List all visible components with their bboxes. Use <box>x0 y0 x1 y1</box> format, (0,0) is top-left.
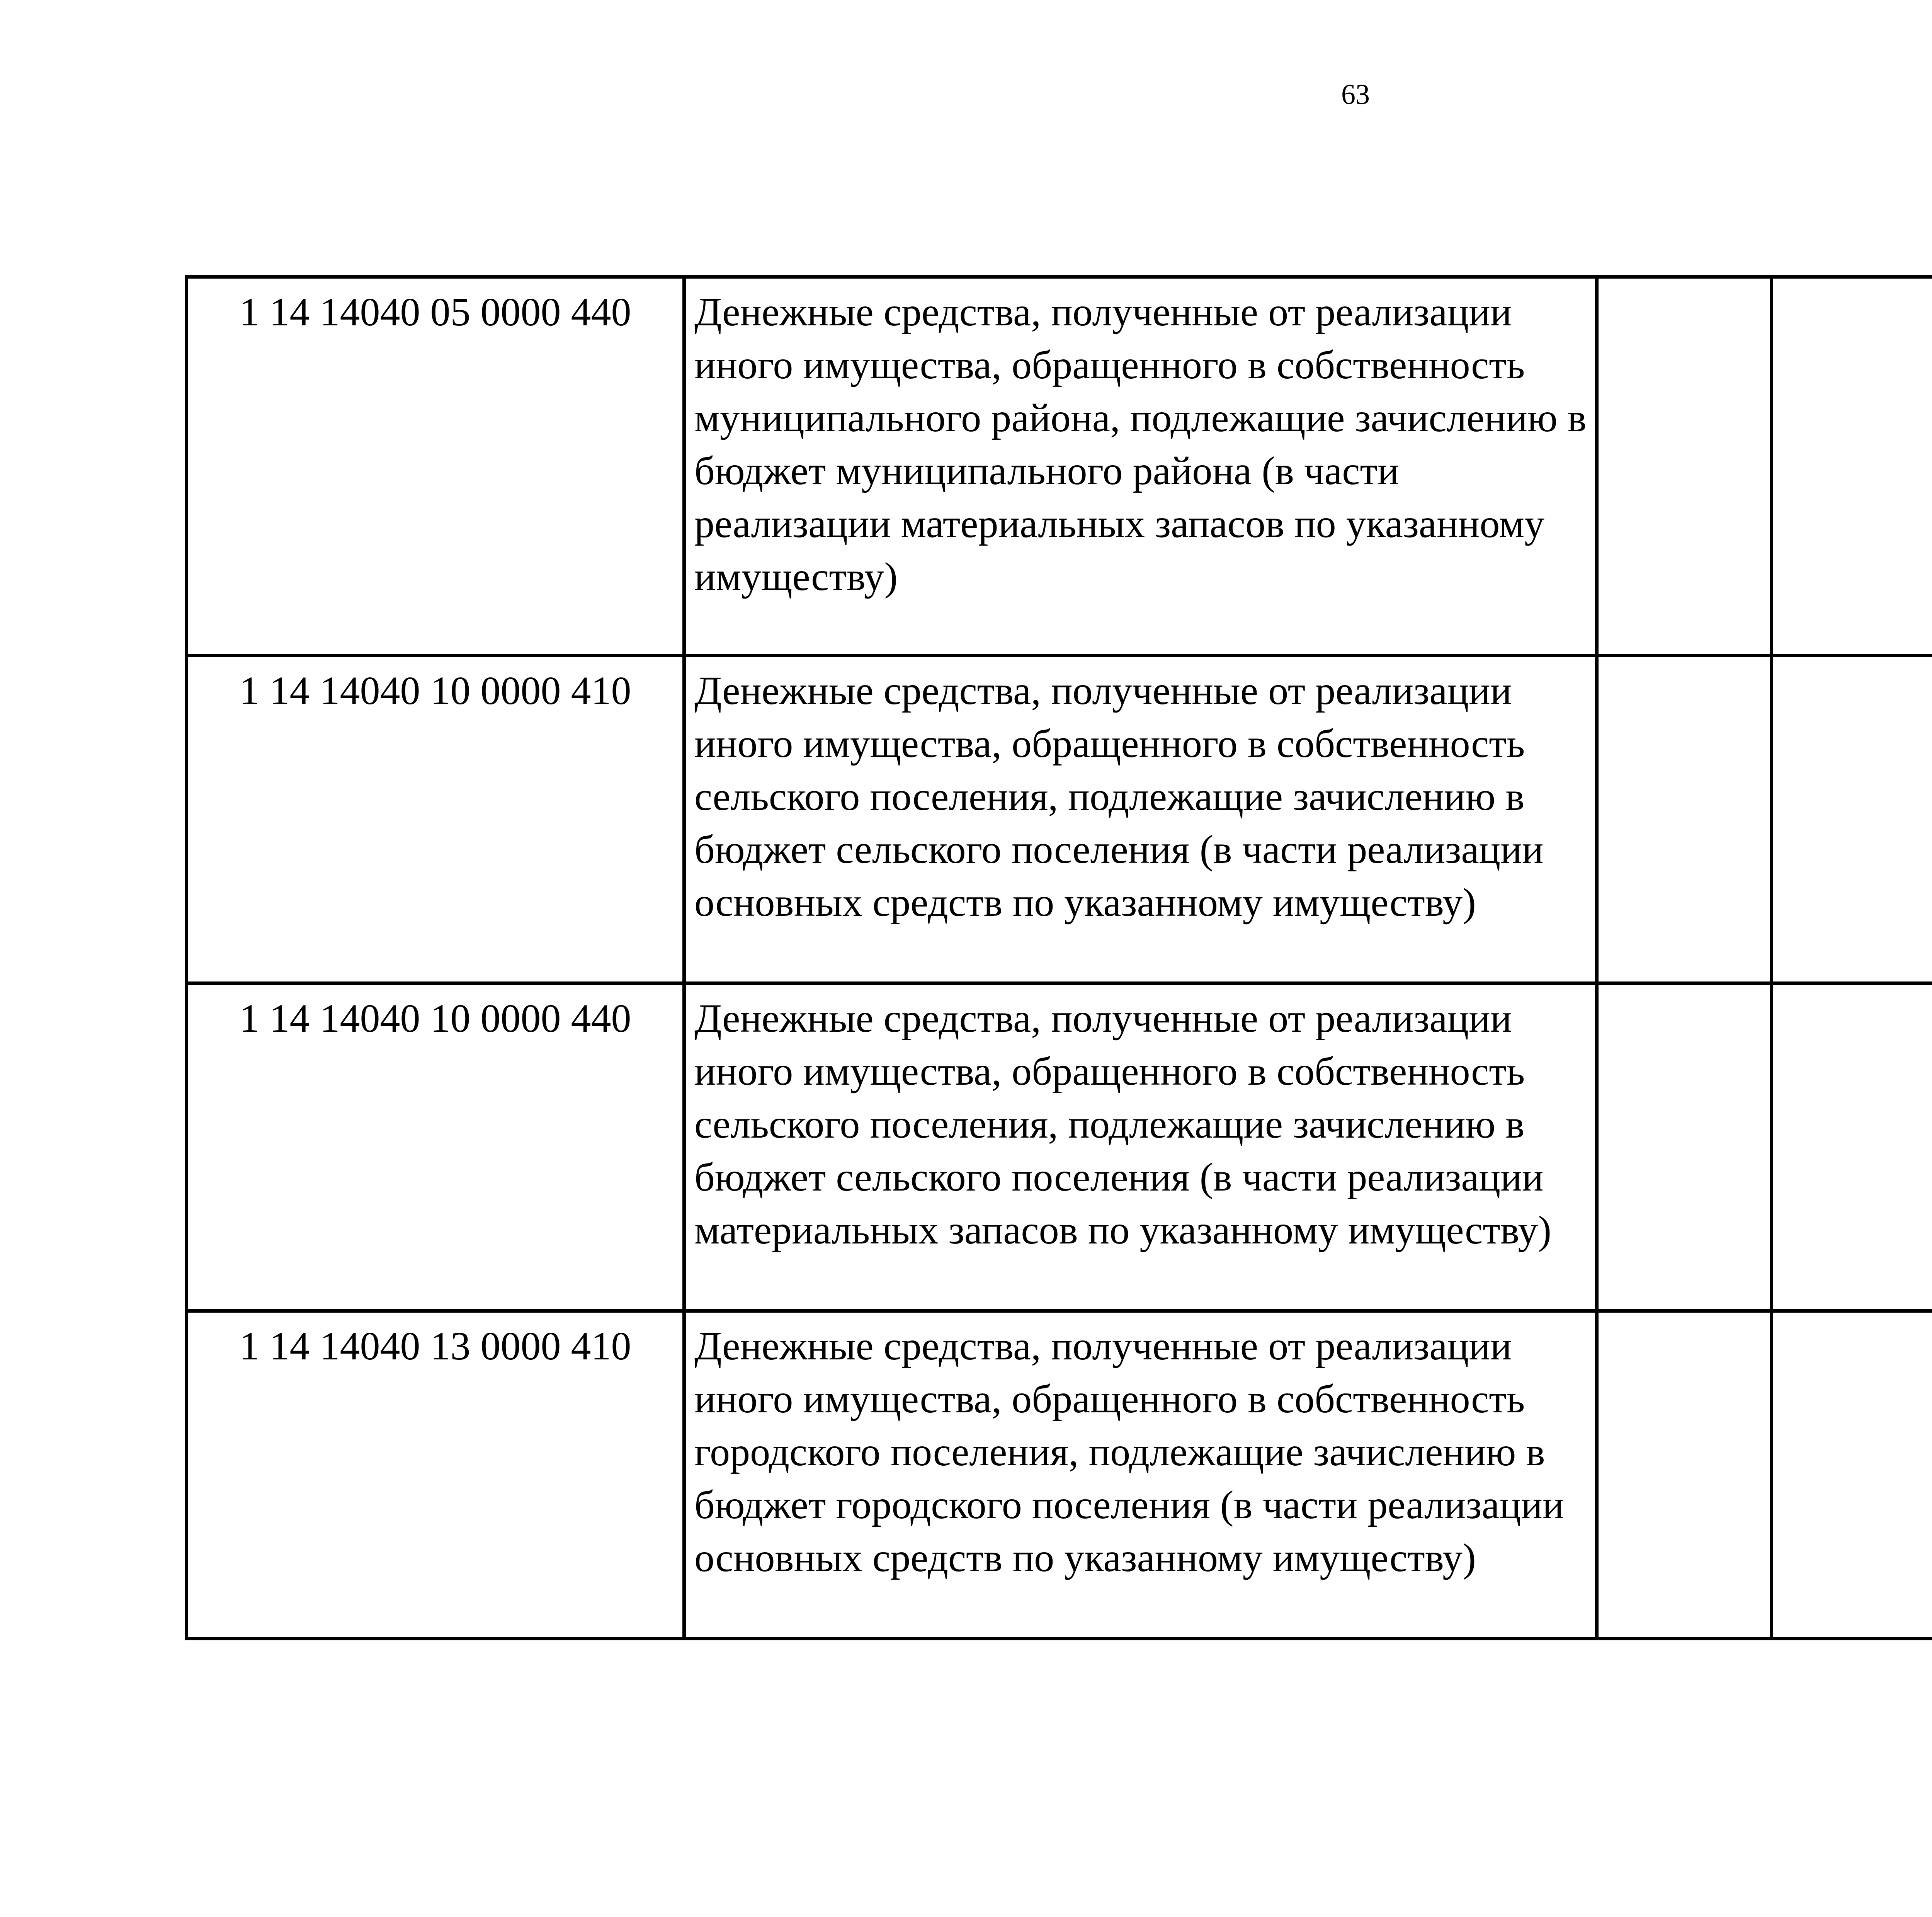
revenue-classification-table <box>185 275 1932 1640</box>
table-row <box>187 656 1932 983</box>
description-cell: Денежные средства, полученные от реализации иного имущества, обращенного в собственность городского поселения, подлежащие зачислению в бюджет городского поселения (в части реализации основных средств по указанному имуществу) <box>684 1311 1597 1639</box>
table-row <box>187 983 1932 1311</box>
table-row <box>187 277 1932 656</box>
value-cell <box>1597 656 1772 983</box>
value-cell <box>1772 656 1932 983</box>
value-cell <box>1772 983 1932 1311</box>
value-cell <box>1772 277 1932 656</box>
budget-code-cell: 1 14 14040 10 0000 410 <box>187 656 684 983</box>
description-cell: Денежные средства, полученные от реализации иного имущества, обращенного в собственность муниципального района, подлежащие зачислению в бюджет муниципального района (в части реализации материальных запасов по указанному имуществу) <box>684 277 1597 656</box>
value-cell <box>1597 983 1772 1311</box>
budget-code-cell: 1 14 14040 10 0000 440 <box>187 983 684 1311</box>
page-number: 63 <box>1341 79 1370 111</box>
budget-code-cell: 1 14 14040 13 0000 410 <box>187 1311 684 1639</box>
value-cell <box>1772 1311 1932 1639</box>
table-row <box>187 1311 1932 1639</box>
value-cell <box>1597 277 1772 656</box>
value-cell <box>1597 1311 1772 1639</box>
description-cell: Денежные средства, полученные от реализации иного имущества, обращенного в собственность сельского поселения, подлежащие зачислению в бюджет сельского поселения (в части реализации основных средств по указанному имуществу) <box>684 656 1597 983</box>
budget-code-cell: 1 14 14040 05 0000 440 <box>187 277 684 656</box>
description-cell: Денежные средства, полученные от реализации иного имущества, обращенного в собственность сельского поселения, подлежащие зачислению в бюджет сельского поселения (в части реализации материальных запасов по указанному имуществу) <box>684 983 1597 1311</box>
